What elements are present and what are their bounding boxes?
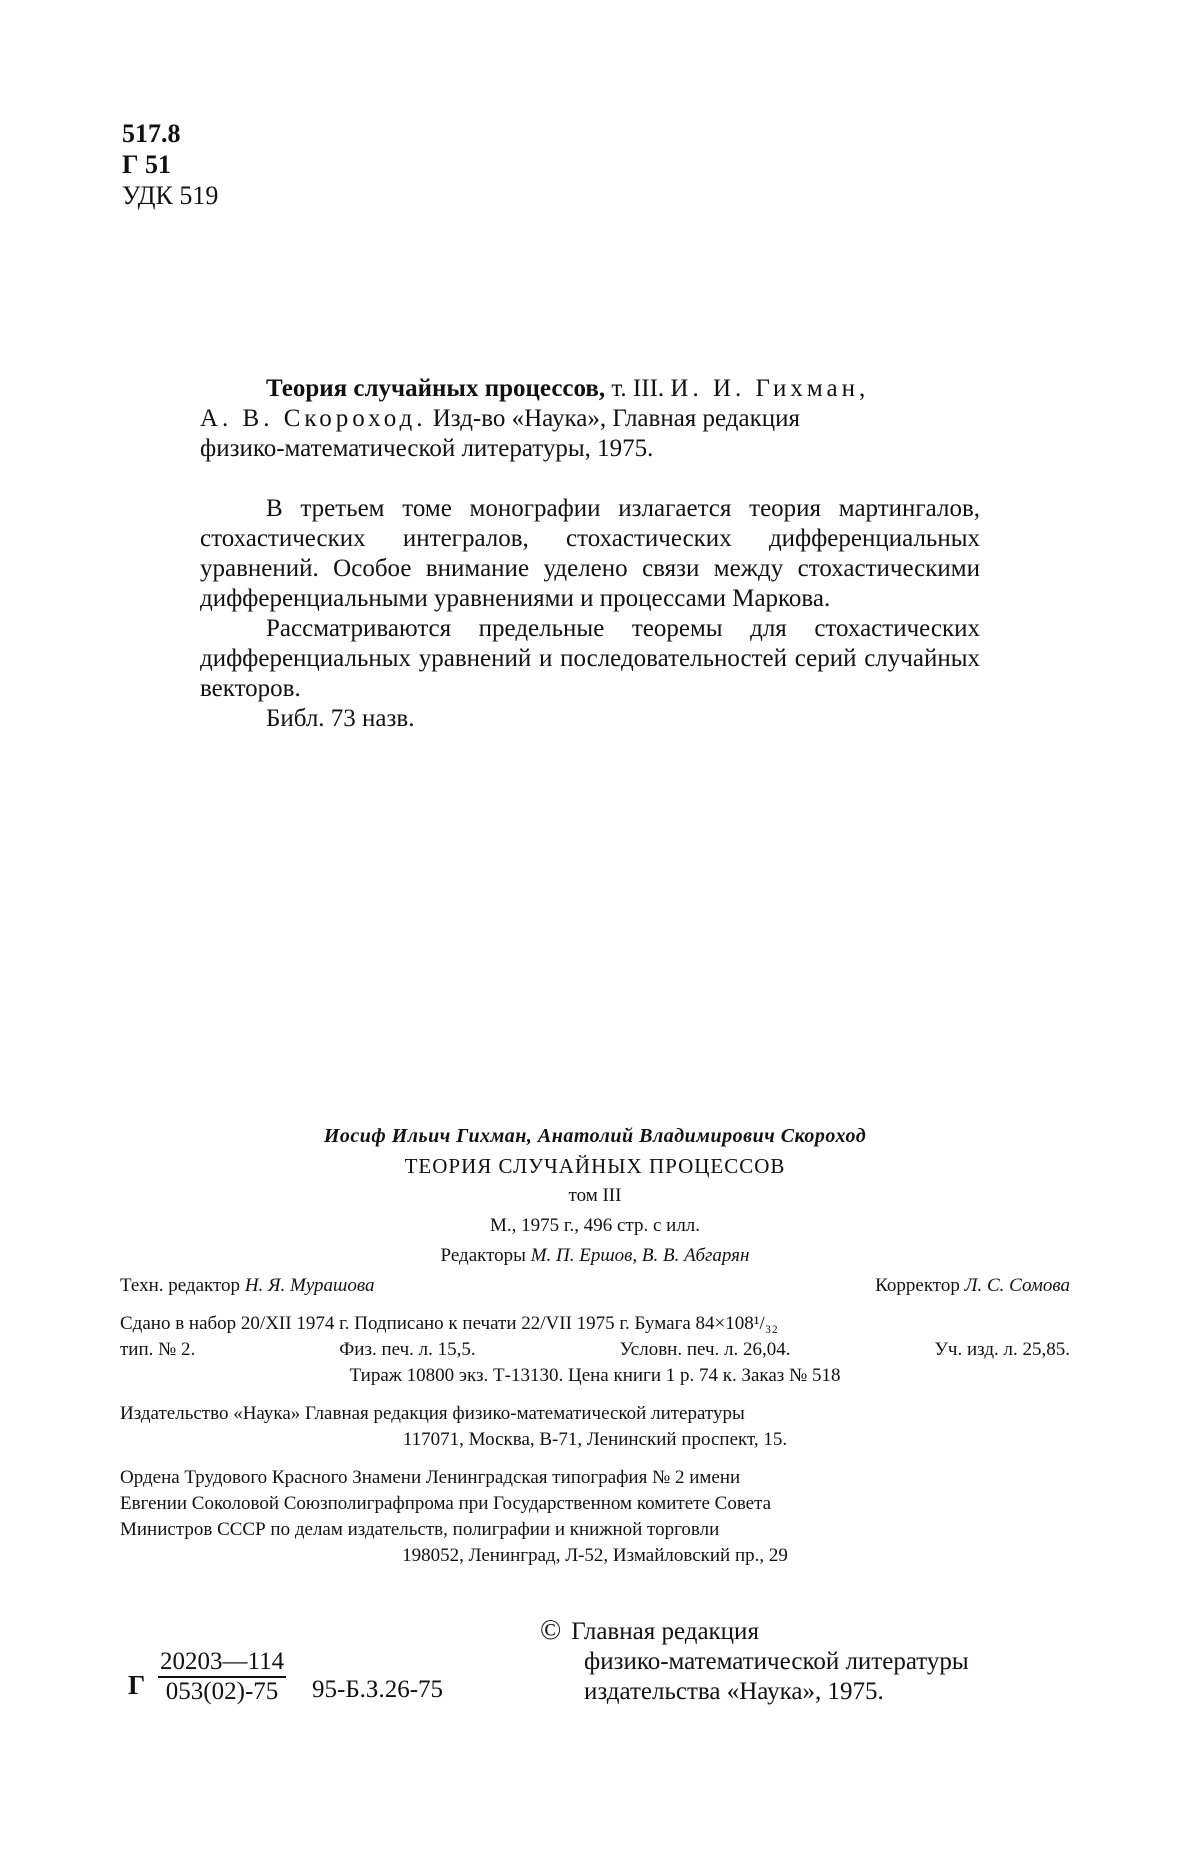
printer-address: 198052, Ленинград, Л-52, Измайловский пр., 29 [402, 1545, 788, 1566]
imprint-block [120, 1123, 1070, 1569]
printer-line: Ордена Трудового Красного Знамени Ленинградская типография № 2 имени [120, 1467, 741, 1488]
print-details-line: Сдано в набор 20/XII 1974 г. Подписано к печати 22/VII 1975 г. Бумага 84×108¹/₃₂ [120, 1313, 778, 1334]
book-title: Теория случайных процессов, [266, 375, 606, 402]
author-1: И. И. Гихман, [670, 375, 870, 402]
code-line: Г 51 [122, 150, 172, 179]
code-line: 517.8 [122, 119, 181, 148]
copyright-line: Главная редакция [571, 1618, 759, 1645]
copyright-line: физико-математической литературы [584, 1648, 969, 1675]
imprint-staff: Техн. редактор Н. Я. Мурашова Корректор Л. С. Сомова [120, 1275, 1070, 1296]
volume-ref: т. III. [605, 375, 665, 402]
bibliographic-entry [200, 374, 980, 464]
abstract-paragraph: Рассматриваются предельные теоремы для стохастических дифференциальных уравнений и последовательностей серий случайных векторов. [200, 615, 980, 702]
author-2: А. В. Скороход. [200, 405, 427, 432]
fraction-numerator: 20203—114 [158, 1648, 286, 1678]
tech-editor-name: Н. Я. Мурашова [244, 1275, 375, 1296]
corrector-name: Л. С. Сомова [964, 1275, 1070, 1296]
publisher-line: Издательство «Наука» Главная редакция физико-математической литературы [120, 1403, 745, 1424]
printer-line: Евгении Соколовой Союзполиграфпрома при Государственном комитете Совета [120, 1493, 772, 1514]
printer-line: Министров СССР по делам издательств, полиграфии и книжной торговли [120, 1519, 720, 1540]
udk-code: УДК 519 [122, 181, 219, 210]
bibliography-count: Библ. 73 назв. [266, 705, 415, 732]
classification-fraction [128, 1648, 508, 1728]
fraction-denominator: 053(02)-75 [165, 1678, 279, 1705]
imprint-title: ТЕОРИЯ СЛУЧАЙНЫХ ПРОЦЕССОВ [404, 1154, 786, 1178]
class-tail: 95-Б.З.26-75 [312, 1676, 444, 1703]
publisher-ref: Изд-во «Наука», Главная редакция [432, 405, 801, 432]
imprint-editors: Редакторы М. П. Ершов, В. В. Абгарян [440, 1245, 750, 1266]
editors-names: М. П. Ершов, В. В. Абгарян [530, 1245, 750, 1266]
copyright-icon: © [540, 1615, 562, 1646]
copyright-line: издательства «Наука», 1975. [584, 1678, 884, 1705]
imprint-volume: том III [568, 1185, 622, 1206]
abstract [200, 494, 980, 734]
copyright-block [540, 1616, 1080, 1707]
publisher-line: физико-математической литературы, 1975. [200, 435, 654, 462]
fraction [158, 1648, 286, 1706]
imprint-pub: М., 1975 г., 496 стр. с илл. [489, 1215, 701, 1236]
abstract-paragraph: В третьем томе монографии излагается теория мартингалов, стохастических интегралов, стохастических дифференциальных уравнений. Особое внимание уделено связи между стохастическими дифференциальными уравнениями и процессами Маркова. [200, 495, 980, 612]
publisher-address: 117071, Москва, В-71, Ленинский проспект, 15. [402, 1429, 788, 1450]
classification-codes [122, 118, 218, 211]
class-letter: Г [128, 1670, 146, 1700]
print-details-line: тип. № 2. Физ. печ. л. 15,5. Условн. печ. л. 26,04. Уч. изд. л. 25,85. [120, 1339, 1070, 1360]
authors-full: Иосиф Ильич Гихман, Анатолий Владимирович Скороход [323, 1125, 867, 1147]
print-details-line: Тираж 10800 экз. Т-13130. Цена книги 1 р. 74 к. Заказ № 518 [349, 1365, 841, 1386]
